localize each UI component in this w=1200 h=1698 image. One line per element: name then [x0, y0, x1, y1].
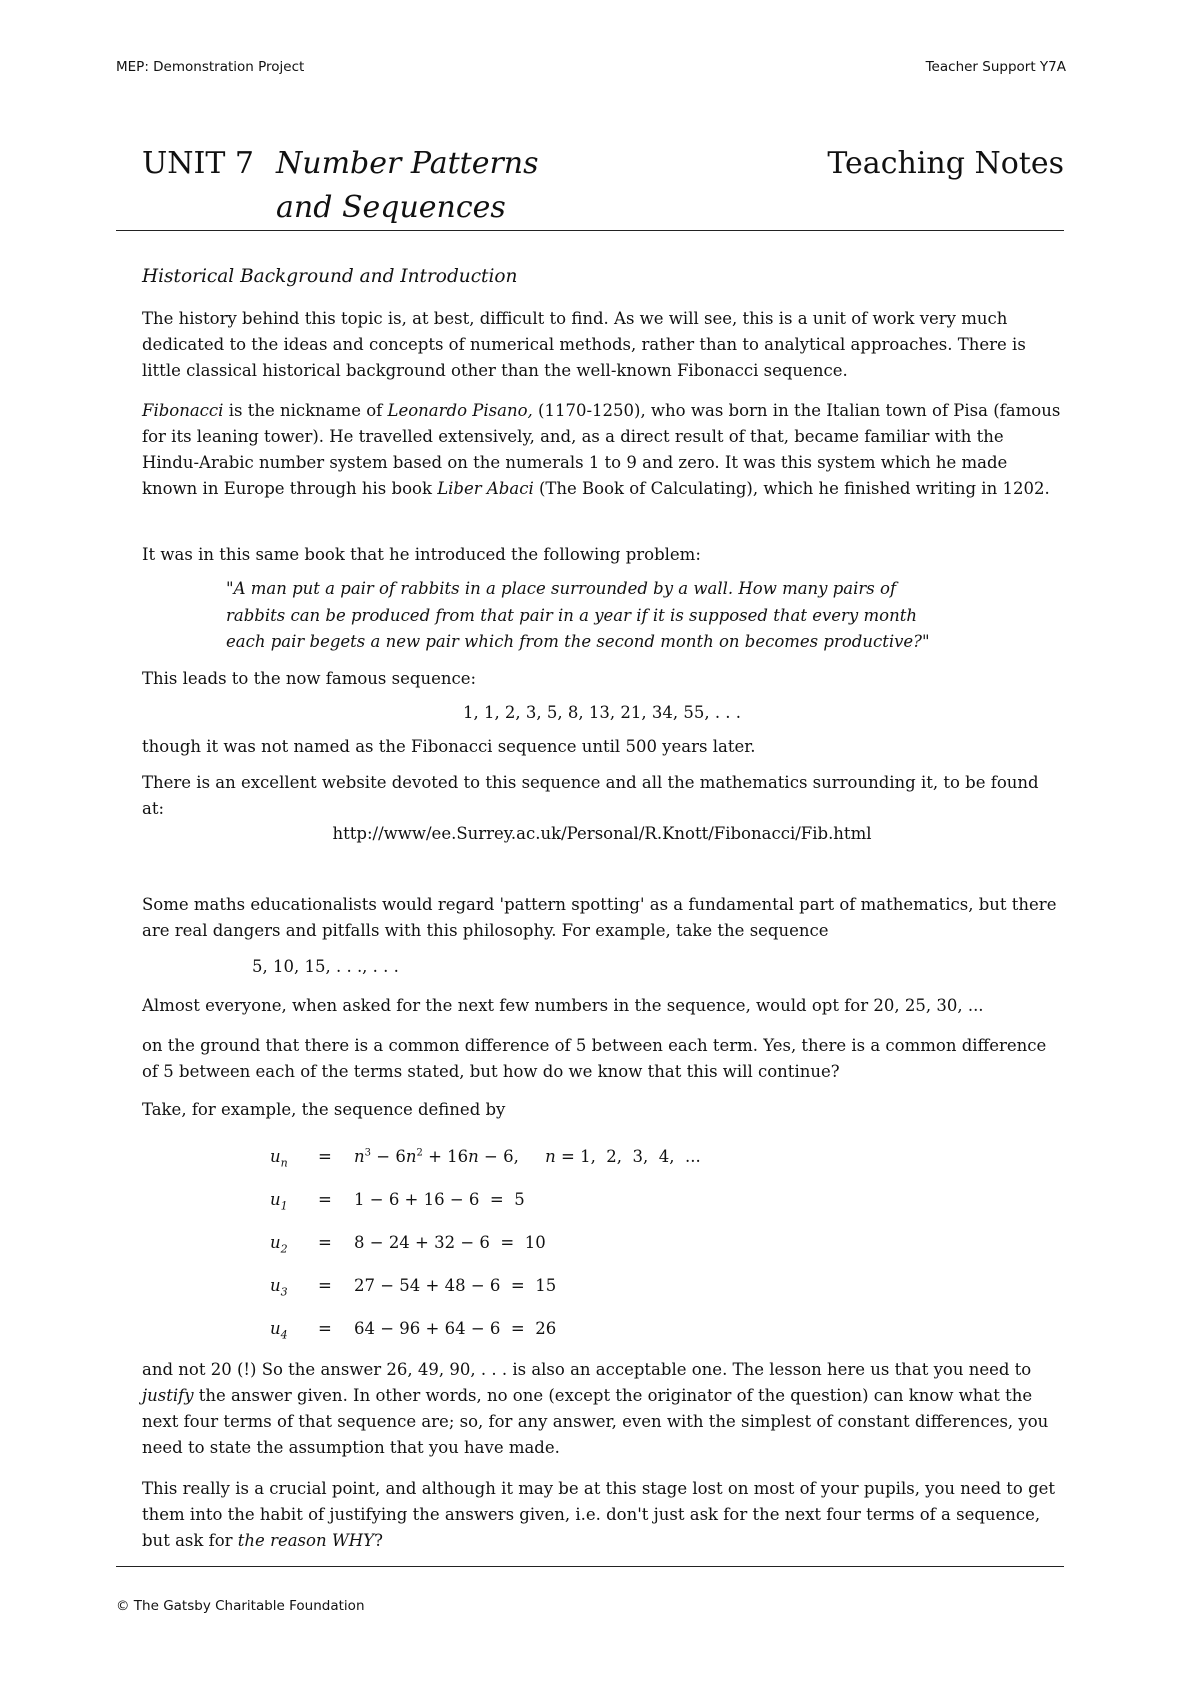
footer-divider: [116, 1566, 1064, 1567]
teaching-notes-title: Teaching Notes: [827, 146, 1064, 181]
equation-general: [0, 1147, 1200, 1173]
var-n: n: [545, 1147, 556, 1166]
equation-lhs: [270, 1190, 288, 1212]
u-subscript: 3: [280, 1285, 288, 1299]
p2-text-2: (1170-1250), who was born in the Italian town of Pisa (famous for its leaning tower). He travelled extensively, and, as a direct result of that, became familiar with the Hindu-Arabic number system based on the numerals 1 to 9 and zero. It was this system which he made known in Europe through his book: [142, 401, 1061, 498]
u-subscript: 1: [280, 1199, 288, 1213]
u-subscript: 4: [280, 1328, 288, 1342]
equation-rhs: 8 − 24 + 32 − 6 = 10: [354, 1233, 546, 1252]
p11-text-2: the answer given. In other words, no one (except the originator of the question) can know what the next four terms of that sequence are; so, for any answer, even with the simplest of constant differences, you need to state the assumption that you have made.: [142, 1386, 1049, 1457]
equation-row: [0, 1319, 1200, 1345]
paragraph-common-difference: on the ground that there is a common difference of 5 between each term. Yes, there is a common difference of 5 between each of the terms stated, but how do we know that this will continue?: [142, 1036, 1047, 1081]
equals-sign: =: [318, 1233, 332, 1252]
paragraph-crucial-point: [142, 1476, 1062, 1554]
paragraph-naming: though it was not named as the Fibonacci sequence until 500 years later.: [142, 737, 756, 756]
book-title: Liber Abaci: [437, 479, 534, 498]
paragraph-next-numbers: Almost everyone, when asked for the next few numbers in the sequence, would opt for 20, 25, 30, ...: [142, 996, 984, 1015]
header-support: Teacher Support Y7A: [925, 59, 1066, 75]
term: − 6,: [478, 1147, 546, 1166]
equation-lhs: [270, 1319, 288, 1341]
unit-title: [142, 142, 539, 186]
p12-text-1: This really is a crucial point, and although it may be at this stage lost on most of your pupils, you need to get them into the habit of justifying the answers given, i.e. don't just ask for the next four terms of a sequence, but ask for: [142, 1479, 1056, 1550]
exponent: 3: [364, 1147, 372, 1159]
equation-rhs: 27 − 54 + 48 − 6 = 15: [354, 1276, 557, 1295]
var-n: n: [405, 1147, 417, 1166]
u-symbol: u: [270, 1276, 281, 1295]
equation-row: [0, 1233, 1200, 1259]
fibonacci-sequence: 1, 1, 2, 3, 5, 8, 13, 21, 34, 55, . . .: [462, 703, 742, 722]
exponent: 2: [416, 1147, 423, 1159]
justify-emphasis: justify: [142, 1386, 194, 1405]
equals-sign: =: [318, 1276, 332, 1295]
reason-why-emphasis: the reason WHY: [237, 1531, 375, 1550]
var-n: n: [354, 1147, 365, 1166]
u-subscript: 2: [280, 1242, 288, 1256]
u-subscript: n: [280, 1156, 288, 1170]
paragraph-pattern-spotting: Some maths educationalists would regard 'pattern spotting' as a fundamental part of mathematics, but there are real dangers and pitfalls with this philosophy. For example, take the sequence: [142, 895, 1057, 940]
unit-topic-line1: Number Patterns: [276, 146, 539, 181]
equation-rhs: 64 − 96 + 64 − 6 = 26: [354, 1319, 557, 1338]
quote-line-1: "A man put a pair of rabbits in a place surrounded by a wall. How many pairs of: [226, 579, 897, 598]
title-divider: [116, 230, 1064, 231]
paragraph-history: [142, 306, 1062, 384]
fibonacci-website-url[interactable]: http://www/ee.Surrey.ac.uk/Personal/R.Knott/Fibonacci/Fib.html: [332, 824, 872, 843]
equation-lhs: [270, 1276, 288, 1298]
section-heading: Historical Background and Introduction: [142, 266, 518, 287]
p12-text-2: ?: [374, 1531, 383, 1550]
paragraph-history-text: The history behind this topic is, at best, difficult to find. As we will see, this is a unit of work very much dedicated to the ideas and concepts of numerical methods, rather than to analytical approaches. There is little classical historical background other than the well-known Fibonacci sequence.: [142, 309, 1026, 380]
equals-sign: =: [318, 1190, 332, 1209]
leonardo-name: Leonardo Pisano,: [387, 401, 533, 420]
equation-row: [0, 1276, 1200, 1302]
p2-text-3: (The Book of Calculating), which he finished writing in 1202.: [533, 479, 1050, 498]
equals-sign: =: [318, 1319, 332, 1338]
quote-line-2: rabbits can be produced from that pair in a year if it is supposed that every month: [226, 605, 917, 625]
p11-text-1: and not 20 (!) So the answer 26, 49, 90, . . . is also an acceptable one. The lesson here us that you need to: [142, 1360, 1032, 1379]
u-symbol: u: [270, 1190, 281, 1209]
example-sequence: 5, 10, 15, . . ., . . .: [252, 957, 399, 976]
equation-lhs: [270, 1147, 288, 1169]
equals-sign: =: [318, 1147, 332, 1166]
rabbit-problem-quote: [226, 576, 986, 656]
paragraph-fibonacci: [142, 398, 1062, 502]
equation-lhs: [270, 1233, 288, 1255]
term: + 16: [422, 1147, 469, 1166]
u-symbol: u: [270, 1319, 281, 1338]
p2-text-1: is the nickname of: [223, 401, 388, 420]
header-project: MEP: Demonstration Project: [116, 59, 305, 75]
equation-rhs: [354, 1147, 701, 1166]
paragraph-sequence-defined: Take, for example, the sequence defined by: [142, 1100, 506, 1119]
fibonacci-name: Fibonacci: [142, 401, 224, 420]
paragraph-justify: [142, 1357, 1062, 1461]
u-symbol: u: [270, 1147, 281, 1166]
u-symbol: u: [270, 1233, 281, 1252]
paragraph-sequence-intro: This leads to the now famous sequence:: [142, 669, 477, 688]
paragraph-problem-intro: It was in this same book that he introduced the following problem:: [142, 545, 701, 564]
equation-rhs: 1 − 6 + 16 − 6 = 5: [354, 1190, 525, 1209]
term: = 1, 2, 3, 4, ...: [555, 1147, 701, 1166]
footer-copyright: © The Gatsby Charitable Foundation: [116, 1598, 365, 1614]
quote-line-3: each pair begets a new pair which from the second month on becomes productive?": [226, 632, 930, 651]
term: − 6: [371, 1147, 406, 1166]
unit-label: UNIT 7: [142, 146, 255, 181]
var-n: n: [468, 1147, 479, 1166]
unit-topic-line2: and Sequences: [276, 190, 506, 225]
paragraph-website: There is an excellent website devoted to this sequence and all the mathematics surrounding it, to be found at:: [142, 773, 1039, 818]
equation-row: [0, 1190, 1200, 1216]
